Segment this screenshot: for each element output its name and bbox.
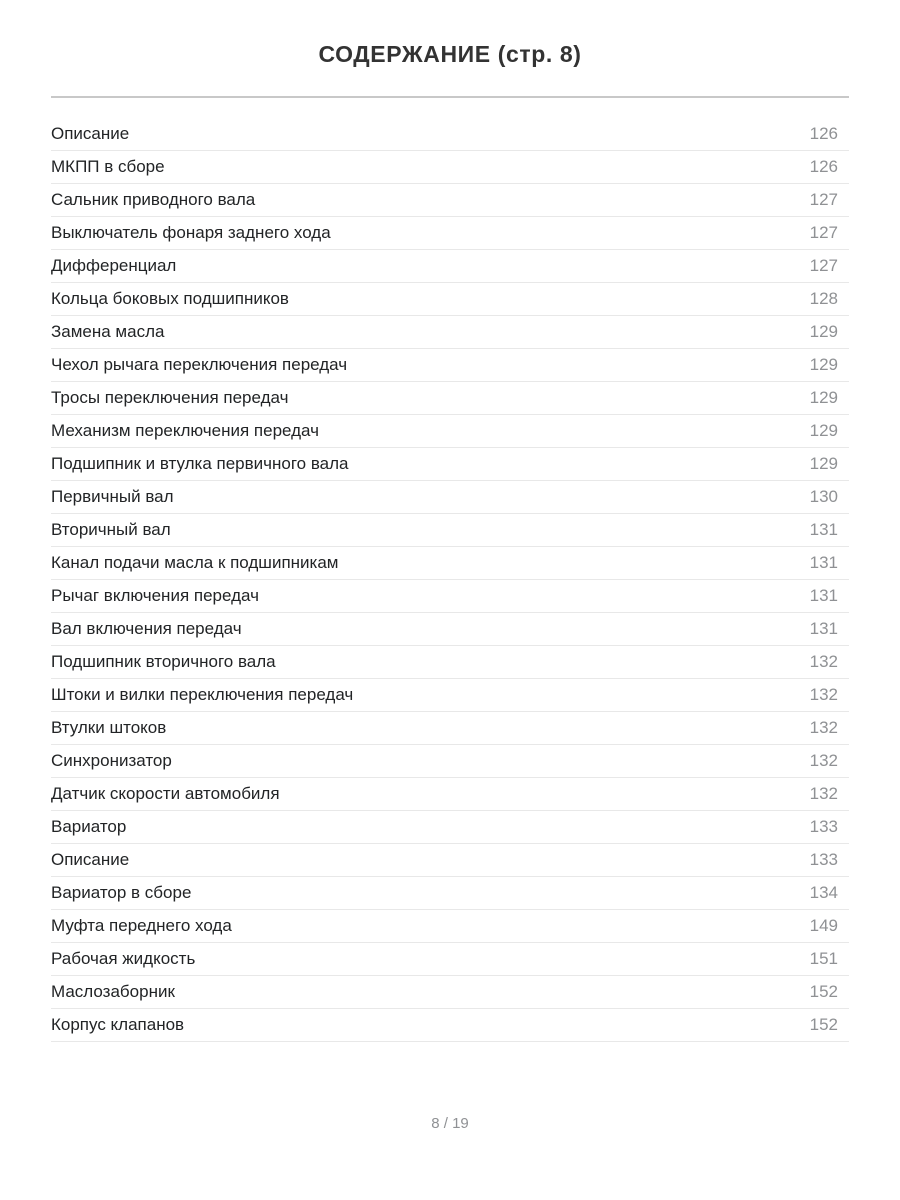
toc-entry-page: 133 [809,816,838,836]
toc-row[interactable] [51,679,849,712]
toc-entry-label: Корпус клапанов [51,1014,185,1034]
toc-entry-label: Сальник приводного вала [51,189,256,209]
toc-entry-page: 151 [809,948,838,968]
toc-entry-page: 127 [809,222,838,242]
toc-row[interactable] [51,382,849,415]
toc-entry-page: 129 [809,387,838,407]
toc-entry-label: Тросы переключения передач [51,387,289,407]
toc-entry-page: 132 [809,717,838,737]
toc-entry-label: Дифференциал [51,255,177,275]
toc-entry-label: Описание [51,123,130,143]
toc-row[interactable] [51,514,849,547]
toc-entry-page: 131 [809,552,838,572]
toc-entry-page: 132 [809,684,838,704]
toc-entry-page: 129 [809,420,838,440]
toc-entry-page: 132 [809,651,838,671]
toc-row[interactable] [51,151,849,184]
toc-entry-label: Муфта переднего хода [51,915,232,935]
toc-row[interactable] [51,712,849,745]
toc-row[interactable] [51,250,849,283]
toc-entry-label: Вариатор [51,816,127,836]
toc-row[interactable] [51,184,849,217]
toc-row[interactable] [51,811,849,844]
toc-entry-label: Рабочая жидкость [51,948,196,968]
toc-row[interactable] [51,613,849,646]
toc-entry-label: Канал подачи масла к подшипникам [51,552,339,572]
page-indicator: 8 / 19 [431,1114,469,1132]
toc-row[interactable] [51,646,849,679]
toc-entry-page: 132 [809,783,838,803]
toc-entry-label: Маслозаборник [51,981,175,1001]
toc-entry-page: 129 [809,453,838,473]
toc-entry-label: Описание [51,849,130,869]
toc-entry-page: 129 [809,354,838,374]
toc-entry-page: 128 [809,288,838,308]
toc-entry-label: Замена масла [51,321,165,341]
toc-entry-label: Вал включения передач [51,618,242,638]
toc-row[interactable] [51,976,849,1009]
toc-entry-page: 129 [809,321,838,341]
toc-entry-label: Первичный вал [51,486,174,506]
toc-entry-page: 152 [809,981,838,1001]
toc-row[interactable] [51,349,849,382]
toc-row[interactable] [51,580,849,613]
toc-row[interactable] [51,778,849,811]
toc-list [51,98,849,1042]
page-title: СОДЕРЖАНИЕ (стр. 8) [318,41,582,67]
toc-entry-label: Механизм переключения передач [51,420,319,440]
toc-entry-page: 131 [809,519,838,539]
toc-entry-page: 130 [809,486,838,506]
toc-row[interactable] [51,844,849,877]
toc-entry-label: Синхронизатор [51,750,172,770]
toc-row[interactable] [51,448,849,481]
toc-entry-page: 131 [809,618,838,638]
toc-row[interactable] [51,118,849,151]
toc-entry-label: Подшипник и втулка первичного вала [51,453,349,473]
toc-entry-page: 126 [809,156,838,176]
toc-entry-label: Кольца боковых подшипников [51,288,289,308]
toc-entry-label: МКПП в сборе [51,156,165,176]
toc-entry-label: Штоки и вилки переключения передач [51,684,354,704]
toc-row[interactable] [51,547,849,580]
toc-row[interactable] [51,415,849,448]
toc-entry-page: 134 [809,882,838,902]
toc-row[interactable] [51,481,849,514]
toc-entry-label: Вторичный вал [51,519,171,539]
toc-row[interactable] [51,910,849,943]
toc-entry-label: Датчик скорости автомобиля [51,783,280,803]
toc-entry-page: 133 [809,849,838,869]
toc-row[interactable] [51,1009,849,1042]
toc-entry-page: 127 [809,189,838,209]
toc-row[interactable] [51,283,849,316]
toc-row[interactable] [51,745,849,778]
toc-row[interactable] [51,316,849,349]
toc-entry-page: 127 [809,255,838,275]
toc-entry-label: Рычаг включения передач [51,585,259,605]
toc-entry-label: Выключатель фонаря заднего хода [51,222,331,242]
toc-entry-page: 131 [809,585,838,605]
toc-row[interactable] [51,877,849,910]
toc-row[interactable] [51,217,849,250]
toc-entry-label: Чехол рычага переключения передач [51,354,348,374]
toc-row[interactable] [51,943,849,976]
toc-entry-page: 132 [809,750,838,770]
toc-entry-label: Втулки штоков [51,717,167,737]
toc-entry-page: 152 [809,1014,838,1034]
toc-entry-page: 149 [809,915,838,935]
toc-entry-label: Вариатор в сборе [51,882,192,902]
toc-entry-label: Подшипник вторичного вала [51,651,276,671]
toc-entry-page: 126 [809,123,838,143]
